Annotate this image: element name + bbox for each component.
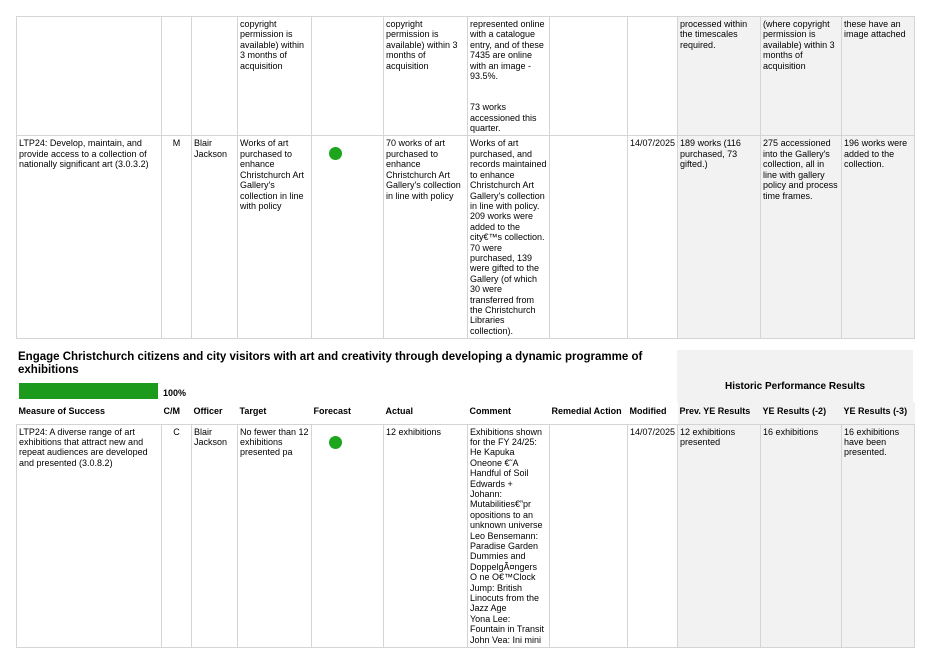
progress-bar xyxy=(19,383,158,399)
table-row xyxy=(17,136,915,339)
section-title: Engage Christchurch citizens and city visitors with art and creativity through developing a dynamic programme of exhibitions xyxy=(18,351,643,376)
forecast-cell xyxy=(312,424,384,648)
table-row xyxy=(17,17,915,136)
status-dot-icon xyxy=(329,147,342,160)
modified-cell: 14/07/2025 xyxy=(628,424,678,648)
table-row xyxy=(17,424,915,648)
actual-cell: 12 exhibitions xyxy=(384,424,468,648)
officer-cell: Blair Jackson xyxy=(192,424,238,648)
actual-cell: copyright permission is available) within 3 months of acquisition xyxy=(384,17,468,136)
cm-cell xyxy=(162,17,192,136)
ye2-cell: 16 exhibitions xyxy=(761,424,842,648)
officer-cell: Blair Jackson xyxy=(192,136,238,339)
ye2-cell: (where copyright permission is available) within 3 months of acquisition xyxy=(761,17,842,136)
prev-ye-cell: 189 works (116 purchased, 73 gifted.) xyxy=(678,136,761,339)
actual-cell: 70 works of art purchased to enhance Christchurch Art Gallery's collection in line with policy xyxy=(384,136,468,339)
officer-cell xyxy=(192,17,238,136)
remedial-cell xyxy=(550,424,628,648)
ye2-cell: 275 accessioned into the Gallery's collection, all in line with gallery policy and process time frames. xyxy=(761,136,842,339)
measure-cell: LTP24: Develop, maintain, and provide access to a collection of nationally significant art (3.0.3.2) xyxy=(17,136,162,339)
col-header-prev-ye: Prev. YE Results xyxy=(678,402,761,424)
remedial-cell xyxy=(550,136,628,339)
header-row xyxy=(17,402,915,424)
col-header-comment: Comment xyxy=(468,402,550,424)
comment-cell: represented online with a catalogue entry, and of these 7435 are online with an image - 93.5%. 73 works accessioned this quarter. xyxy=(468,17,550,136)
measure-cell xyxy=(17,17,162,136)
col-header-cm: C/M xyxy=(162,402,192,424)
performance-table-bottom xyxy=(16,402,915,648)
col-header-ye2: YE Results (-2) xyxy=(761,402,842,424)
col-header-ye3: YE Results (-3) xyxy=(842,402,915,424)
comment-cell: Works of art purchased, and records maintained to enhance Christchurch Art Gallery's collection in line with policy. 209 works were added to the city€™s collection. 70 were purchased, 139 were gifted to the Gallery (of which 30 were transferred from the Christchurch Libraries collection). xyxy=(468,136,550,339)
performance-table-top xyxy=(16,16,915,339)
prev-ye-cell: 12 exhibitions presented xyxy=(678,424,761,648)
historic-panel xyxy=(677,350,913,402)
col-header-forecast: Forecast xyxy=(312,402,384,424)
cm-cell: C xyxy=(162,424,192,648)
target-cell: copyright permission is available) within 3 months of acquisition xyxy=(238,17,312,136)
target-cell: Works of art purchased to enhance Christchurch Art Gallery's collection in line with policy xyxy=(238,136,312,339)
modified-cell xyxy=(628,17,678,136)
target-cell: No fewer than 12 exhibitions presented pa xyxy=(238,424,312,648)
historic-title: Historic Performance Results xyxy=(724,381,866,392)
ye3-cell: 196 works were added to the collection. xyxy=(842,136,915,339)
prev-ye-cell: processed within the timescales required. xyxy=(678,17,761,136)
status-dot-icon xyxy=(329,436,342,449)
ye3-cell: these have an image attached xyxy=(842,17,915,136)
comment-cell: Exhibitions shown for the FY 24/25: He Kapuka Oneone €˜A Handful of Soil Edwards + Johann: Mutabilities€”pr opositions to an unknown universe Leo Bensemann: Paradise Garden Dummies and DoppelgÃ¤ngers O ne O€™Clock Jump: British Linocuts from the Jazz Age Yona Lee: Fountain in Transit John Vea: Ini mini xyxy=(468,424,550,648)
col-header-officer: Officer xyxy=(192,402,238,424)
remedial-cell xyxy=(550,17,628,136)
modified-cell: 14/07/2025 xyxy=(628,136,678,339)
col-header-remedial: Remedial Action xyxy=(550,402,628,424)
forecast-cell xyxy=(312,136,384,339)
col-header-measure: Measure of Success xyxy=(17,402,162,424)
cm-cell: M xyxy=(162,136,192,339)
progress-label: 100% xyxy=(163,388,187,398)
ye3-cell: 16 exhibitions have been presented. xyxy=(842,424,915,648)
col-header-actual: Actual xyxy=(384,402,468,424)
forecast-cell xyxy=(312,17,384,136)
measure-cell: LTP24: A diverse range of art exhibitions that attract new and repeat audiences are developed and presented (3.0.8.2) xyxy=(17,424,162,648)
col-header-modified: Modified xyxy=(628,402,678,424)
col-header-target: Target xyxy=(238,402,312,424)
